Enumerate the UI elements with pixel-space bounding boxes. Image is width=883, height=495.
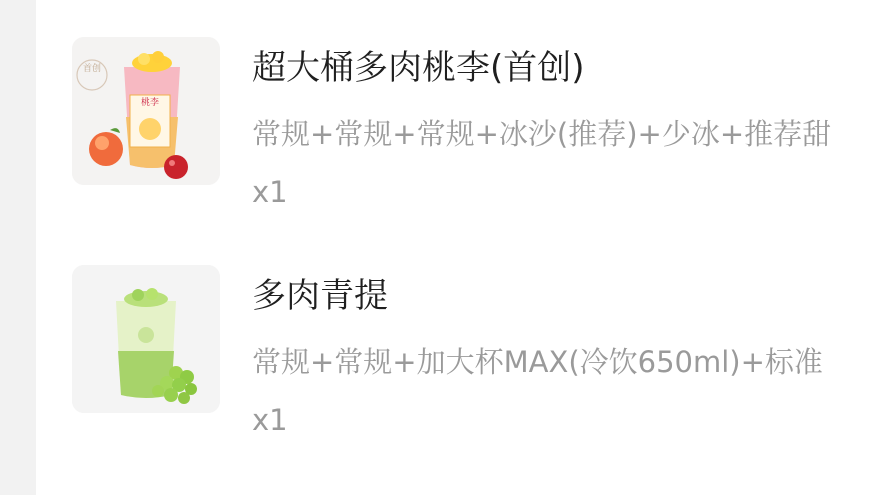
- green-grape-drink-image: [72, 265, 220, 413]
- product-spec: 常规+常规+常规+冰沙(推荐)+少冰+推荐甜: [252, 117, 832, 151]
- order-item[interactable]: [36, 228, 883, 437]
- order-items-panel: [36, 0, 883, 495]
- product-image: [72, 265, 220, 413]
- product-image: [72, 37, 220, 185]
- peach-plum-drink-image: [72, 37, 220, 185]
- product-name: 超大桶多肉桃李(首创): [252, 48, 585, 88]
- left-side-strip: [0, 0, 36, 495]
- plum-icon: [164, 155, 188, 179]
- order-item[interactable]: [36, 0, 883, 209]
- peach-icon: [89, 132, 123, 166]
- product-quantity: x1: [252, 175, 288, 209]
- cup-label-text: 桃李: [140, 98, 160, 108]
- product-name: 多肉青提: [252, 276, 388, 316]
- product-spec: 常规+常规+加大杯MAX(冷饮650ml)+标准: [252, 345, 823, 379]
- badge-text: 首创: [82, 64, 102, 74]
- product-quantity: x1: [252, 403, 288, 437]
